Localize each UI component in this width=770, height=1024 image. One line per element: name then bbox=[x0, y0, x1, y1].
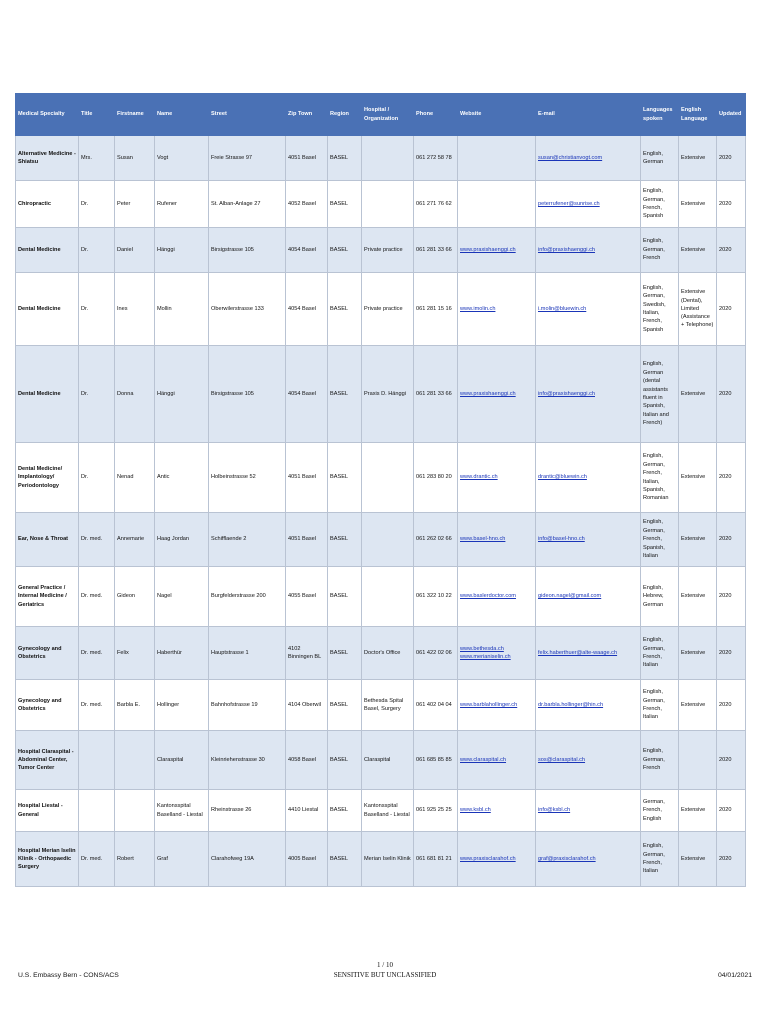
footer-center bbox=[300, 960, 470, 980]
email-link[interactable]: peterrufener@sunrise.ch bbox=[538, 200, 600, 207]
cell-languages: English, German, French, Italian bbox=[641, 627, 679, 680]
cell-specialty: Dental Medicine bbox=[16, 346, 79, 443]
cell-phone: 061 281 33 66 bbox=[414, 228, 458, 273]
cell-region: BASEL bbox=[328, 181, 362, 228]
table-row bbox=[16, 346, 746, 443]
cell-phone: 061 322 10 22 bbox=[414, 567, 458, 627]
cell-organization bbox=[362, 443, 414, 513]
cell-updated: 2020 bbox=[717, 443, 746, 513]
cell-phone: 061 681 81 21 bbox=[414, 832, 458, 887]
email-link[interactable]: info@praxishaenggi.ch bbox=[538, 390, 595, 397]
cell-firstname bbox=[115, 731, 155, 790]
table-row bbox=[16, 513, 746, 567]
cell-email bbox=[536, 680, 641, 731]
cell-firstname: Robert bbox=[115, 832, 155, 887]
website-link[interactable]: www.praxishaenggi.ch bbox=[460, 390, 516, 397]
cell-street: Holbeinstrasse 52 bbox=[209, 443, 286, 513]
cell-name: Rufener bbox=[155, 181, 209, 228]
cell-name: Hänggi bbox=[155, 228, 209, 273]
cell-zip-town: 4058 Basel bbox=[286, 731, 328, 790]
cell-phone: 061 925 25 25 bbox=[414, 790, 458, 832]
website-link[interactable]: www.baslerdoctor.com bbox=[460, 593, 516, 600]
column-header: Title bbox=[79, 94, 115, 136]
cell-website bbox=[458, 181, 536, 228]
cell-street: St. Alban-Anlage 27 bbox=[209, 181, 286, 228]
cell-english-level: Extensive bbox=[679, 832, 717, 887]
column-header: Languages spoken bbox=[641, 94, 679, 136]
cell-specialty: Hospital Liestal - General bbox=[16, 790, 79, 832]
cell-updated: 2020 bbox=[717, 228, 746, 273]
cell-zip-town: 4410 Liestal bbox=[286, 790, 328, 832]
cell-zip-town: 4054 Basel bbox=[286, 228, 328, 273]
cell-region: BASEL bbox=[328, 790, 362, 832]
cell-firstname: Gideon bbox=[115, 567, 155, 627]
cell-english-level: Extensive bbox=[679, 443, 717, 513]
cell-organization: Merian Iselin Klinik bbox=[362, 832, 414, 887]
column-header: Street bbox=[209, 94, 286, 136]
cell-zip-town: 4052 Basel bbox=[286, 181, 328, 228]
cell-firstname: Ines bbox=[115, 273, 155, 346]
cell-email bbox=[536, 832, 641, 887]
cell-firstname: Felix bbox=[115, 627, 155, 680]
column-header: Updated bbox=[717, 94, 746, 136]
cell-region: BASEL bbox=[328, 627, 362, 680]
cell-english-level: Extensive bbox=[679, 346, 717, 443]
cell-firstname: Annemarie bbox=[115, 513, 155, 567]
cell-website bbox=[458, 228, 536, 273]
cell-updated: 2020 bbox=[717, 181, 746, 228]
email-link[interactable]: felix.haberthuer@alte-waage.ch bbox=[538, 649, 618, 656]
cell-street: Clarahofweg 19A bbox=[209, 832, 286, 887]
cell-title bbox=[79, 731, 115, 790]
column-header: Website bbox=[458, 94, 536, 136]
cell-name: Haberthür bbox=[155, 627, 209, 680]
cell-name: Hollinger bbox=[155, 680, 209, 731]
cell-organization: Praxis D. Hänggi bbox=[362, 346, 414, 443]
cell-phone: 061 262 02 66 bbox=[414, 513, 458, 567]
cell-firstname: Daniel bbox=[115, 228, 155, 273]
footer-office: U.S. Embassy Bern - CONS/ACS bbox=[18, 972, 119, 979]
cell-website bbox=[458, 567, 536, 627]
website-link[interactable]: www.merianiselin.ch bbox=[460, 654, 511, 660]
cell-english-level: Extensive bbox=[679, 627, 717, 680]
classification-label: SENSITIVE BUT UNCLASSIFIED bbox=[333, 971, 437, 979]
cell-region: BASEL bbox=[328, 136, 362, 181]
cell-updated: 2020 bbox=[717, 627, 746, 680]
cell-phone: 061 685 85 85 bbox=[414, 731, 458, 790]
cell-website bbox=[458, 136, 536, 181]
cell-website bbox=[458, 273, 536, 346]
cell-street: Hauptstrasse 1 bbox=[209, 627, 286, 680]
cell-region: BASEL bbox=[328, 731, 362, 790]
cell-title: Dr. med. bbox=[79, 832, 115, 887]
cell-languages: English, German, French bbox=[641, 731, 679, 790]
cell-name: Hänggi bbox=[155, 346, 209, 443]
cell-phone: 061 281 33 66 bbox=[414, 346, 458, 443]
website-link[interactable]: www.ksbl.ch bbox=[460, 807, 491, 814]
doctors-table bbox=[15, 93, 746, 887]
cell-updated: 2020 bbox=[717, 567, 746, 627]
cell-region: BASEL bbox=[328, 567, 362, 627]
cell-languages: German, French, English bbox=[641, 790, 679, 832]
email-link[interactable]: info@ksbl.ch bbox=[538, 807, 571, 814]
cell-title: Dr. med. bbox=[79, 567, 115, 627]
table-header-row bbox=[16, 94, 746, 136]
cell-title: Dr. med. bbox=[79, 627, 115, 680]
table-row bbox=[16, 136, 746, 181]
cell-region: BASEL bbox=[328, 273, 362, 346]
cell-organization: Private practice bbox=[362, 273, 414, 346]
cell-website bbox=[458, 627, 536, 680]
cell-specialty: Dental Medicine bbox=[16, 228, 79, 273]
email-link[interactable]: i.molin@bluewin.ch bbox=[538, 305, 587, 312]
page-number: 1 / 10 bbox=[377, 961, 393, 969]
cell-name: Mollin bbox=[155, 273, 209, 346]
cell-title: Dr. bbox=[79, 443, 115, 513]
cell-organization bbox=[362, 567, 414, 627]
email-link[interactable]: info@basel-hno.ch bbox=[538, 536, 585, 543]
cell-website bbox=[458, 513, 536, 567]
cell-name: Vogt bbox=[155, 136, 209, 181]
column-header: Name bbox=[155, 94, 209, 136]
website-link[interactable]: www.drantic.ch bbox=[460, 474, 498, 481]
table-body bbox=[16, 136, 746, 887]
cell-title: Dr. bbox=[79, 273, 115, 346]
column-header: English Language bbox=[679, 94, 717, 136]
cell-languages: English, German, French, Italian bbox=[641, 680, 679, 731]
cell-languages: English, German, French bbox=[641, 228, 679, 273]
cell-zip-town: 4104 Oberwil bbox=[286, 680, 328, 731]
column-header: Firstname bbox=[115, 94, 155, 136]
cell-organization: Private practice bbox=[362, 228, 414, 273]
cell-specialty: Gynecology and Obstetrics bbox=[16, 680, 79, 731]
cell-street: Freie Strasse 97 bbox=[209, 136, 286, 181]
email-link[interactable]: sos@claraspital.ch bbox=[538, 756, 586, 763]
cell-website bbox=[458, 790, 536, 832]
table-row bbox=[16, 567, 746, 627]
website-link[interactable]: www.barblahollinger.ch bbox=[460, 701, 518, 708]
cell-organization bbox=[362, 181, 414, 228]
cell-region: BASEL bbox=[328, 443, 362, 513]
table-row bbox=[16, 181, 746, 228]
column-header: Zip Town bbox=[286, 94, 328, 136]
footer-date: 04/01/2021 bbox=[717, 972, 752, 979]
cell-firstname: Barbla E. bbox=[115, 680, 155, 731]
cell-zip-town: 4051 Basel bbox=[286, 443, 328, 513]
cell-english-level: Extensive bbox=[679, 228, 717, 273]
cell-email bbox=[536, 346, 641, 443]
cell-title: Dr. med. bbox=[79, 513, 115, 567]
cell-email bbox=[536, 228, 641, 273]
cell-title: Mrs. bbox=[79, 136, 115, 181]
cell-name: Graf bbox=[155, 832, 209, 887]
cell-organization: Claraspital bbox=[362, 731, 414, 790]
column-header: Phone bbox=[414, 94, 458, 136]
email-link[interactable]: graf@praxisclarahof.ch bbox=[538, 855, 596, 862]
cell-region: BASEL bbox=[328, 513, 362, 567]
cell-phone: 061 283 80 20 bbox=[414, 443, 458, 513]
cell-languages: English, German, French, Spanish bbox=[641, 181, 679, 228]
table-row bbox=[16, 731, 746, 790]
cell-title: Dr. bbox=[79, 228, 115, 273]
cell-street: Schifflaende 2 bbox=[209, 513, 286, 567]
cell-email bbox=[536, 181, 641, 228]
cell-email bbox=[536, 790, 641, 832]
cell-region: BASEL bbox=[328, 832, 362, 887]
table-row bbox=[16, 832, 746, 887]
cell-organization: Kantonsspital Baselland - Liestal bbox=[362, 790, 414, 832]
cell-organization: Bethesda Spital Basel, Surgery bbox=[362, 680, 414, 731]
table-row bbox=[16, 273, 746, 346]
cell-name: Haag Jordan bbox=[155, 513, 209, 567]
cell-specialty: Alternative Medicine - Shiatsu bbox=[16, 136, 79, 181]
cell-email bbox=[536, 273, 641, 346]
cell-specialty: Dental Medicine/ Implantology/ Periodontology bbox=[16, 443, 79, 513]
table-row bbox=[16, 790, 746, 832]
cell-street: Birsigstrasse 105 bbox=[209, 346, 286, 443]
cell-website bbox=[458, 832, 536, 887]
cell-street: Birsigstrasse 105 bbox=[209, 228, 286, 273]
table-row bbox=[16, 627, 746, 680]
cell-languages: English, Hebrew, German bbox=[641, 567, 679, 627]
cell-region: BASEL bbox=[328, 346, 362, 443]
cell-street: Bahnhofstrasse 19 bbox=[209, 680, 286, 731]
email-link[interactable]: gideon.nagel@gmail.com bbox=[538, 593, 602, 600]
cell-title bbox=[79, 790, 115, 832]
cell-specialty: Gynecology and Obstetrics bbox=[16, 627, 79, 680]
cell-updated: 2020 bbox=[717, 680, 746, 731]
cell-english-level: Extensive bbox=[679, 136, 717, 181]
cell-updated: 2020 bbox=[717, 731, 746, 790]
cell-phone: 061 402 04 04 bbox=[414, 680, 458, 731]
cell-organization bbox=[362, 136, 414, 181]
cell-name: Nagel bbox=[155, 567, 209, 627]
cell-phone: 061 281 15 16 bbox=[414, 273, 458, 346]
cell-languages: English, German, Swedish, Italian, French, Spanish bbox=[641, 273, 679, 346]
cell-firstname: Nenad bbox=[115, 443, 155, 513]
column-header: Medical Specialty bbox=[16, 94, 79, 136]
cell-title: Dr. bbox=[79, 181, 115, 228]
website-link[interactable]: www.basel-hno.ch bbox=[460, 536, 506, 543]
cell-english-level: Extensive bbox=[679, 513, 717, 567]
cell-email bbox=[536, 627, 641, 680]
cell-english-level: Extensive bbox=[679, 680, 717, 731]
cell-street: Oberwilerstrasse 133 bbox=[209, 273, 286, 346]
cell-languages: English, German, French, Spanish, Italian bbox=[641, 513, 679, 567]
cell-updated: 2020 bbox=[717, 513, 746, 567]
cell-specialty: General Practice / Internal Medicine / Geriatrics bbox=[16, 567, 79, 627]
website-link[interactable]: www.praxishaenggi.ch bbox=[460, 246, 516, 253]
cell-updated: 2020 bbox=[717, 136, 746, 181]
website-link[interactable]: www.imolin.ch bbox=[460, 305, 496, 312]
cell-website bbox=[458, 731, 536, 790]
cell-organization bbox=[362, 513, 414, 567]
cell-firstname: Susan bbox=[115, 136, 155, 181]
cell-specialty: Dental Medicine bbox=[16, 273, 79, 346]
cell-updated: 2020 bbox=[717, 346, 746, 443]
cell-specialty: Chiropractic bbox=[16, 181, 79, 228]
column-header: Region bbox=[328, 94, 362, 136]
cell-phone: 061 272 58 78 bbox=[414, 136, 458, 181]
website-link[interactable]: www.praxisclarahof.ch bbox=[460, 855, 516, 862]
cell-languages: English, German (dental assistants fluent in Spanish, Italian and French) bbox=[641, 346, 679, 443]
website-link[interactable]: www.claraspital.ch bbox=[460, 756, 507, 763]
cell-region: BASEL bbox=[328, 228, 362, 273]
email-link[interactable]: info@praxishaenggi.ch bbox=[538, 246, 595, 253]
cell-firstname: Peter bbox=[115, 181, 155, 228]
cell-english-level: Extensive bbox=[679, 181, 717, 228]
cell-street: Rheinstrasse 26 bbox=[209, 790, 286, 832]
cell-languages: English, German, French, Italian, Spanish, Romanian bbox=[641, 443, 679, 513]
cell-name: Claraspital bbox=[155, 731, 209, 790]
cell-firstname bbox=[115, 790, 155, 832]
cell-specialty: Ear, Nose & Throat bbox=[16, 513, 79, 567]
cell-zip-town: 4051 Basel bbox=[286, 136, 328, 181]
cell-region: BASEL bbox=[328, 680, 362, 731]
cell-email bbox=[536, 443, 641, 513]
cell-languages: English, German, French, Italian bbox=[641, 832, 679, 887]
cell-languages: English, German bbox=[641, 136, 679, 181]
column-header: E-mail bbox=[536, 94, 641, 136]
table-row bbox=[16, 443, 746, 513]
cell-zip-town: 4005 Basel bbox=[286, 832, 328, 887]
table-row bbox=[16, 680, 746, 731]
website-link[interactable]: www.bethesda.ch bbox=[460, 645, 504, 652]
cell-zip-town: 4102 Binningen BL bbox=[286, 627, 328, 680]
cell-specialty: Hospital Merian Iselin Klinik - Orthopaedic Surgery bbox=[16, 832, 79, 887]
cell-website bbox=[458, 680, 536, 731]
cell-english-level: Extensive bbox=[679, 567, 717, 627]
cell-email bbox=[536, 731, 641, 790]
cell-name: Antic bbox=[155, 443, 209, 513]
cell-street: Kleinriehenstrasse 30 bbox=[209, 731, 286, 790]
email-link[interactable]: susan@christianvogt.com bbox=[538, 154, 603, 161]
cell-email bbox=[536, 567, 641, 627]
cell-website bbox=[458, 346, 536, 443]
cell-updated: 2020 bbox=[717, 790, 746, 832]
cell-zip-town: 4055 Basel bbox=[286, 567, 328, 627]
cell-email bbox=[536, 513, 641, 567]
cell-english-level bbox=[679, 731, 717, 790]
cell-title: Dr. bbox=[79, 346, 115, 443]
cell-updated: 2020 bbox=[717, 832, 746, 887]
cell-street: Burgfelderstrasse 200 bbox=[209, 567, 286, 627]
cell-zip-town: 4054 Basel bbox=[286, 273, 328, 346]
cell-zip-town: 4054 Basel bbox=[286, 346, 328, 443]
email-link[interactable]: drantic@bluewin.ch bbox=[538, 474, 587, 481]
cell-english-level: Extensive (Dental), Limited (Assistance + Telephone) bbox=[679, 273, 717, 346]
cell-phone: 061 271 76 62 bbox=[414, 181, 458, 228]
cell-name: Kantonsspital Baselland - Liestal bbox=[155, 790, 209, 832]
cell-title: Dr. med. bbox=[79, 680, 115, 731]
cell-firstname: Donna bbox=[115, 346, 155, 443]
cell-organization: Doctor's Office bbox=[362, 627, 414, 680]
cell-english-level: Extensive bbox=[679, 790, 717, 832]
column-header: Hospital / Organization bbox=[362, 94, 414, 136]
cell-website bbox=[458, 443, 536, 513]
cell-specialty: Hospital Claraspital - Abdominal Center, Tumor Center bbox=[16, 731, 79, 790]
cell-phone: 061 422 02 06 bbox=[414, 627, 458, 680]
cell-email bbox=[536, 136, 641, 181]
cell-zip-town: 4051 Basel bbox=[286, 513, 328, 567]
table-row bbox=[16, 228, 746, 273]
cell-updated: 2020 bbox=[717, 273, 746, 346]
email-link[interactable]: dr.barbla.hollinger@hin.ch bbox=[538, 701, 604, 708]
